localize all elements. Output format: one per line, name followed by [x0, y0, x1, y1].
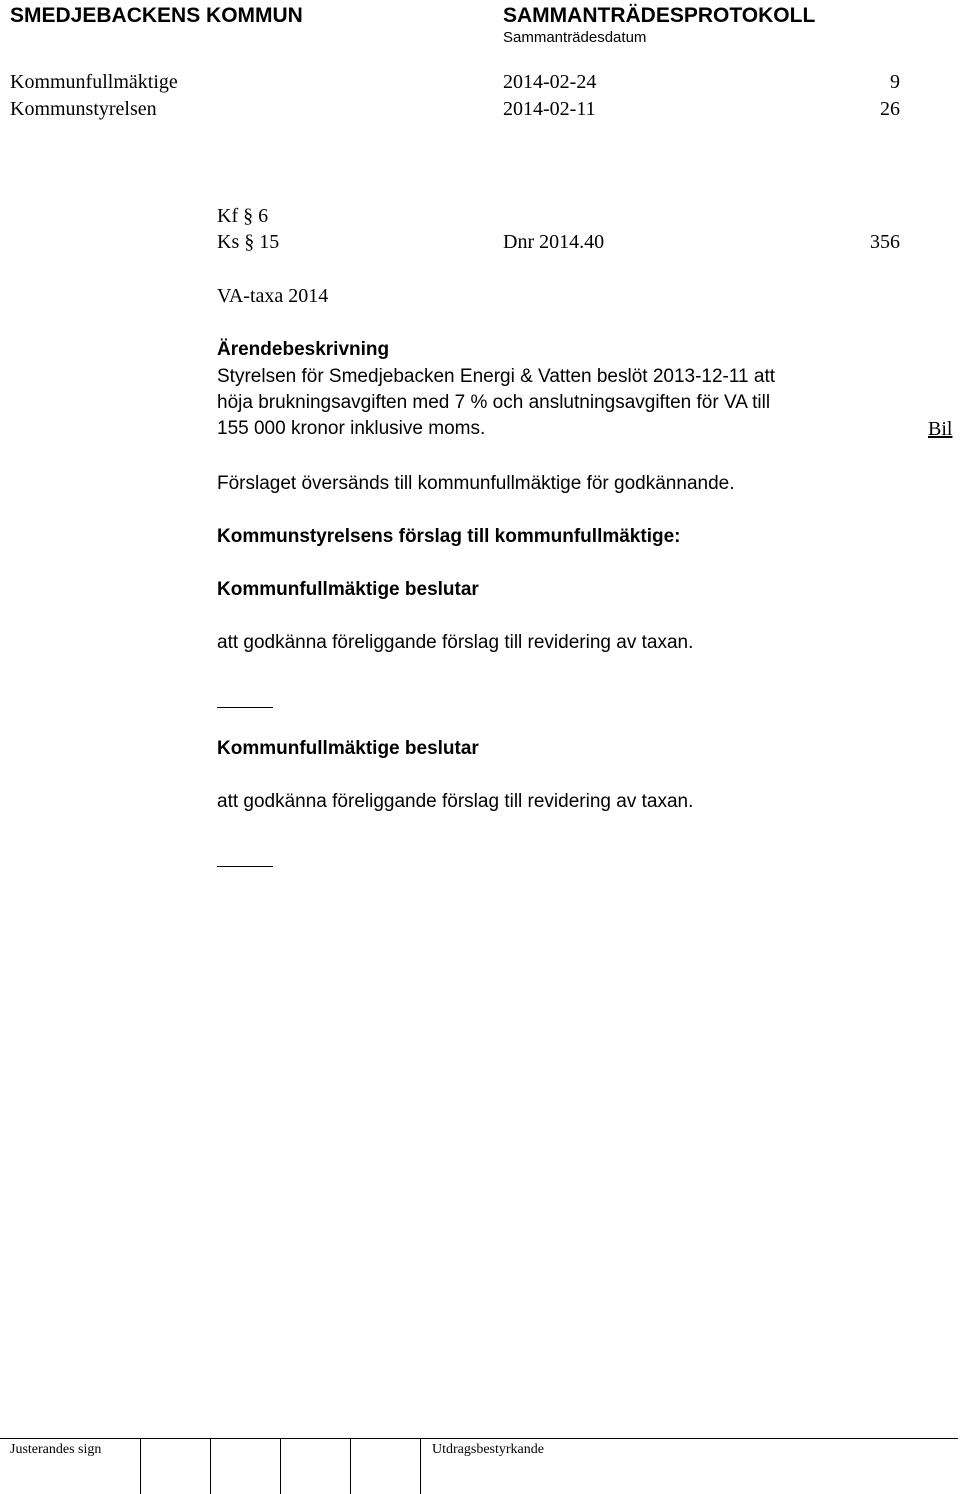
decision-heading: Kommunfullmäktige beslutar: [217, 738, 479, 759]
proposal-heading: Kommunstyrelsens förslag till kommunfullmäktige:: [217, 526, 681, 547]
paragraph-icon: §: [243, 205, 254, 227]
signature-cell-border: [210, 1438, 211, 1494]
attachment-link[interactable]: Bil: [928, 418, 953, 440]
extract-label: Utdragsbestyrkande: [432, 1442, 544, 1457]
ks-label: Ks: [217, 231, 240, 253]
section-divider: [217, 707, 273, 708]
section-divider: [217, 866, 273, 867]
ks-reference: [217, 231, 279, 254]
description-line: höja brukningsavgiften med 7 % och anslutningsavgiften för VA till: [217, 392, 771, 413]
description-line: 155 000 kronor inklusive moms.: [217, 418, 486, 439]
signature-cell-border: [140, 1438, 141, 1494]
decision-text: att godkänna föreliggande förslag till revidering av taxan.: [217, 791, 694, 812]
signature-cell-border: [420, 1438, 421, 1494]
organization-name: SMEDJEBACKENS KOMMUN: [10, 4, 303, 27]
signature-label: Justerandes sign: [10, 1442, 102, 1457]
meeting-page: 26: [880, 98, 900, 120]
signature-cell-border: [350, 1438, 351, 1494]
diary-number: Dnr 2014.40: [503, 231, 605, 253]
kf-number: 6: [258, 205, 269, 227]
decision-heading: Kommunfullmäktige beslutar: [217, 579, 479, 600]
meeting-page: 9: [890, 71, 900, 93]
description-line: Styrelsen för Smedjebacken Energi & Vatten beslöt 2013-12-11 att: [217, 366, 776, 387]
meeting-date: 2014-02-11: [503, 98, 596, 120]
item-title: VA-taxa 2014: [217, 285, 329, 307]
ks-number: 15: [259, 231, 280, 253]
forwarding-text: Förslaget översänds till kommunfullmäktige för godkännande.: [217, 473, 735, 494]
meeting-body: Kommunfullmäktige: [10, 71, 178, 93]
signature-cell-border: [280, 1438, 281, 1494]
footer-top-border: [0, 1438, 958, 1439]
meeting-date-label: Sammanträdesdatum: [503, 29, 647, 46]
kf-label: Kf: [217, 205, 239, 227]
document-type: SAMMANTRÄDESPROTOKOLL: [503, 4, 816, 27]
decision-text: att godkänna föreliggande förslag till revidering av taxan.: [217, 632, 694, 653]
meeting-body: Kommunstyrelsen: [10, 98, 157, 120]
description-heading: Ärendebeskrivning: [217, 339, 390, 360]
diary-code: 356: [870, 231, 900, 253]
paragraph-icon: §: [244, 231, 255, 253]
meeting-date: 2014-02-24: [503, 71, 597, 93]
kf-reference: [217, 205, 268, 228]
